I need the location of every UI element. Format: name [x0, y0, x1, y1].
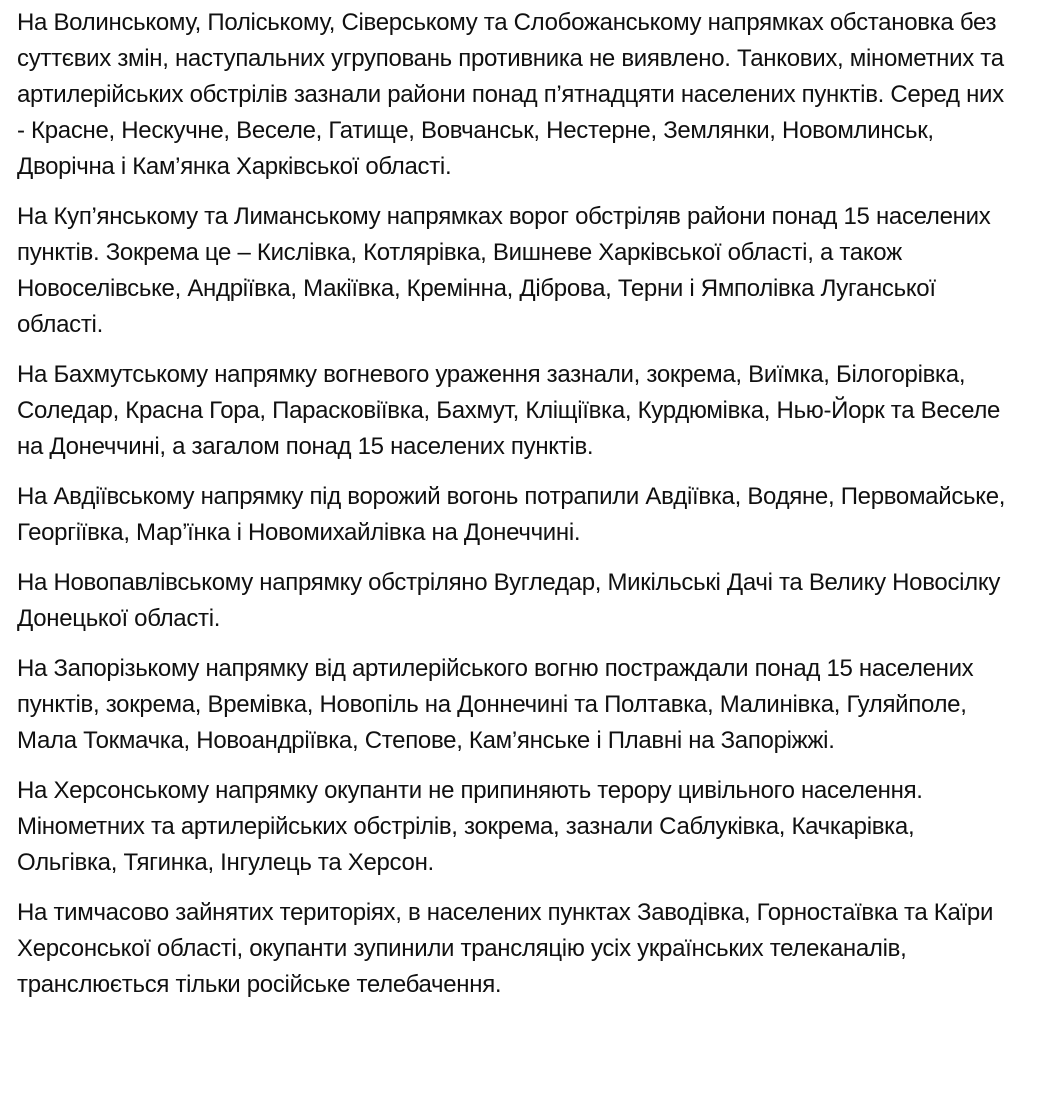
- paragraph-occupied-territories: На тимчасово зайнятих територіях, в населених пунктах Заводівка, Горностаївка та Каїри Херсонської області, окупанти зупинили трансляцію усіх українських телеканалів, транслюється тільки російське телебачення.: [17, 899, 994, 998]
- paragraph-bakhmut: На Бахмутському напрямку вогневого ураження зазнали, зокрема, Виїмка, Білогорівка, Соледар, Красна Гора, Парасковіївка, Бахмут, Кліщіївка, Курдюмівка, Нью-Йорк та Веселе на Донеччині, а загалом понад 15 населених пунктів.: [17, 361, 1001, 460]
- paragraph-kupiansk-lyman: На Куп’янському та Лиманському напрямках ворог обстріляв райони понад 15 населених пунктів. Зокрема це – Кислівка, Котлярівка, Вишневе Харківської області, а також Новоселівське, Андріївка, Макіївка, Кремінна, Діброва, Терни і Ямполівка Луганської області.: [17, 203, 991, 338]
- paragraph-avdiivka: На Авдіївському напрямку під ворожий вогонь потрапили Авдіївка, Водяне, Первомайське, Георгіївка, Мар’їнка і Новомихайлівка на Донеччині.: [17, 483, 1006, 546]
- paragraph-kherson: На Херсонському напрямку окупанти не припиняють терору цивільного населення. Мінометних та артилерійських обстрілів, зокрема, зазнали Саблуківка, Качкарівка, Ольгівка, Тягинка, Інгулець та Херсон.: [17, 777, 923, 876]
- paragraph-volyn-polissia: На Волинському, Поліському, Сіверському та Слобожанському напрямках обстановка без суттєвих змін, наступальних угруповань противника не виявлено. Танкових, мінометних та артилерійських обстрілів зазнали райони понад п’ятнадцяти населених пунктів. Серед них - Красне, Нескучне, Веселе, Гатище, Вовчанськ, Нестерне, Землянки, Новомлинськ, Дворічна і Кам’янка Харківської області.: [17, 9, 1004, 180]
- paragraph-zaporizhzhia: На Запорізькому напрямку від артилерійського вогню постраждали понад 15 населених пунктів, зокрема, Времівка, Новопіль на Доннечині та Полтавка, Малинівка, Гуляйполе, Мала Токмачка, Новоандріївка, Степове, Кам’янське і Плавні на Запоріжжі.: [17, 655, 974, 754]
- paragraph-novopavlivka: На Новопавлівському напрямку обстріляно Вугледар, Микільські Дачі та Велику Новосілку Донецької області.: [17, 569, 1001, 632]
